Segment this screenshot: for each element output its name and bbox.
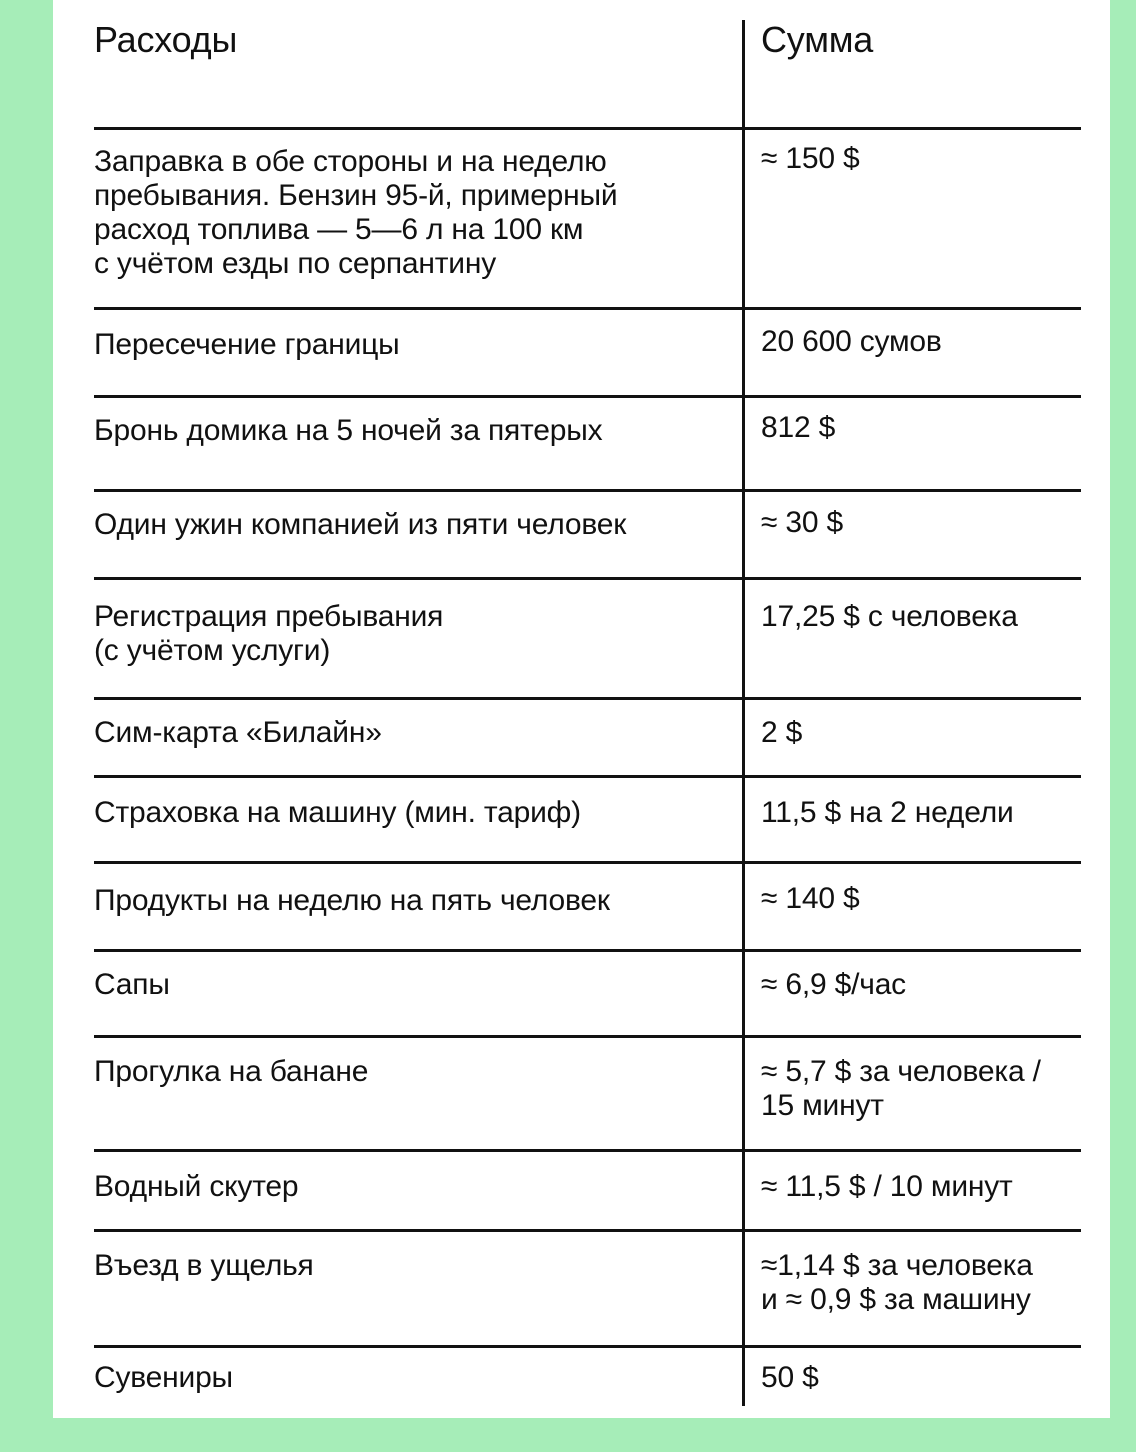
row-4-expense: Один ужин компанией из пяти человек: [94, 508, 627, 541]
row-divider: [94, 697, 1081, 700]
row-divider: [94, 577, 1081, 580]
row-divider: [94, 1229, 1081, 1232]
row-divider: [94, 395, 1081, 398]
row-3-expense: Бронь домика на 5 ночей за пятерых: [94, 414, 603, 447]
header-expense: Расходы: [94, 19, 238, 60]
row-7-amount: 11,5 $ на 2 недели: [761, 796, 1014, 829]
row-2-expense: Пересечение границы: [94, 328, 400, 361]
row-divider: [94, 307, 1081, 310]
row-12-amount: ≈1,14 $ за человека и ≈ 0,9 $ за машину: [761, 1249, 1033, 1316]
row-divider: [94, 775, 1081, 778]
column-divider: [742, 20, 745, 1406]
row-10-amount: ≈ 5,7 $ за человека / 15 минут: [761, 1055, 1041, 1122]
row-divider: [94, 1035, 1081, 1038]
row-7-expense: Страховка на машину (мин. тариф): [94, 796, 581, 829]
row-8-expense: Продукты на неделю на пять человек: [94, 884, 610, 917]
header-amount: Сумма: [761, 19, 874, 60]
row-6-expense: Сим-карта «Билайн»: [94, 716, 382, 749]
row-divider: [94, 861, 1081, 864]
row-13-expense: Сувениры: [94, 1361, 233, 1394]
row-9-amount: ≈ 6,9 $/час: [761, 968, 906, 1001]
row-9-expense: Сапы: [94, 968, 170, 1001]
row-4-amount: ≈ 30 $: [761, 506, 843, 539]
row-divider: [94, 1345, 1081, 1348]
row-1-amount: ≈ 150 $: [761, 142, 860, 175]
row-divider: [94, 489, 1081, 492]
row-divider: [94, 127, 1081, 130]
row-divider: [94, 949, 1081, 952]
row-12-expense: Въезд в ущелья: [94, 1249, 314, 1282]
row-5-expense: Регистрация пребывания (с учётом услуги): [94, 600, 444, 667]
row-6-amount: 2 $: [761, 716, 803, 749]
row-5-amount: 17,25 $ с человека: [761, 600, 1018, 633]
row-3-amount: 812 $: [761, 411, 836, 444]
row-11-expense: Водный скутер: [94, 1170, 299, 1203]
row-10-expense: Прогулка на банане: [94, 1055, 369, 1088]
row-divider: [94, 1149, 1081, 1152]
row-2-amount: 20 600 сумов: [761, 325, 942, 358]
row-8-amount: ≈ 140 $: [761, 882, 860, 915]
row-1-expense: Заправка в обе стороны и на неделю пребывания. Бензин 95-й, примерный расход топлива — 5—6 л на 100 км с учётом езды по серпантину: [94, 145, 618, 280]
row-11-amount: ≈ 11,5 $ / 10 минут: [761, 1170, 1013, 1203]
row-13-amount: 50 $: [761, 1361, 819, 1394]
